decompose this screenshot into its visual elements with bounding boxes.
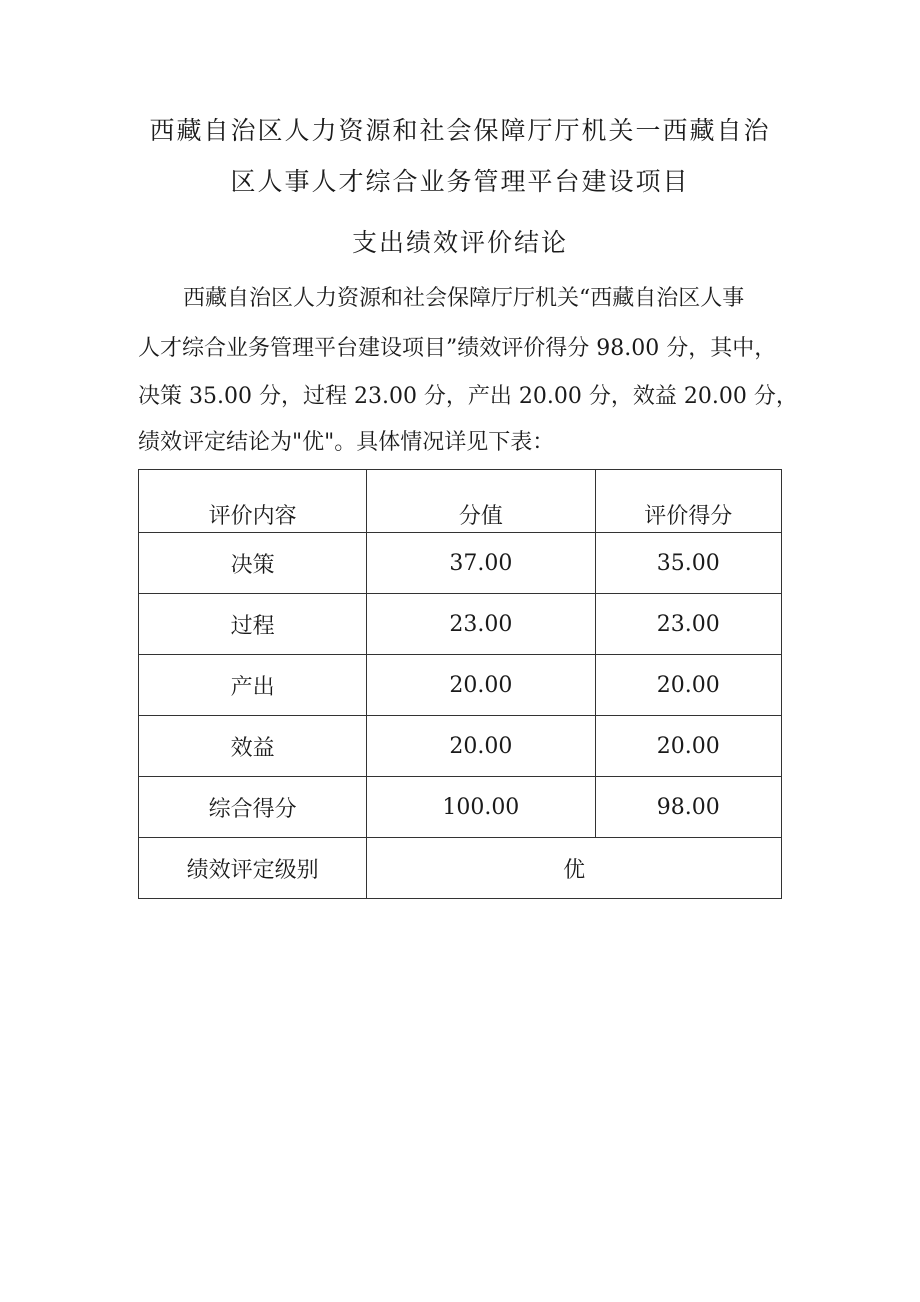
paragraph-line-1: 西藏自治区人力资源和社会保障厅厅机关“西藏自治区人事 [183, 286, 745, 311]
row-value: 20.00 [367, 716, 595, 777]
document-title-line-3: 支出绩效评价结论 [351, 228, 568, 257]
grade-row [139, 838, 782, 899]
row-value: 20.00 [367, 655, 595, 716]
row-value: 37.00 [367, 533, 595, 594]
row-score: 23.00 [595, 594, 782, 655]
row-value: 23.00 [367, 594, 595, 655]
row-item: 产出 [139, 655, 367, 716]
paragraph-line-2: 人才综合业务管理平台建设项目”绩效评价得分 98.00 分，其中， [138, 336, 777, 361]
row-score: 20.00 [595, 655, 782, 716]
header-score: 评价得分 [595, 470, 782, 533]
table-row [139, 594, 782, 655]
row-item: 综合得分 [139, 777, 367, 838]
row-item: 效益 [139, 716, 367, 777]
grade-value: 优 [367, 838, 782, 899]
table-row [139, 533, 782, 594]
table-row [139, 716, 782, 777]
header-points: 分值 [367, 470, 595, 533]
table-row [139, 655, 782, 716]
evaluation-score-table [138, 469, 782, 899]
table-row [139, 777, 782, 838]
header-evaluation-content: 评价内容 [139, 470, 367, 533]
table-header-row [139, 470, 782, 533]
paragraph-line-4: 绩效评定结论为"优"。具体情况详见下表： [138, 430, 555, 455]
grade-label: 绩效评定级别 [139, 838, 367, 899]
row-value: 100.00 [367, 777, 595, 838]
row-item: 决策 [139, 533, 367, 594]
row-score: 20.00 [595, 716, 782, 777]
document-title-line-2: 区人事人才综合业务管理平台建设项目 [230, 167, 690, 196]
paragraph-line-3: 决策 35.00 分，过程 23.00 分，产出 20.00 分，效益 20.00 分， [138, 384, 798, 409]
row-score: 98.00 [595, 777, 782, 838]
row-item: 过程 [139, 594, 367, 655]
row-score: 35.00 [595, 533, 782, 594]
document-title-line-1: 西藏自治区人力资源和社会保障厅厅机关一西藏自治 [149, 116, 771, 145]
